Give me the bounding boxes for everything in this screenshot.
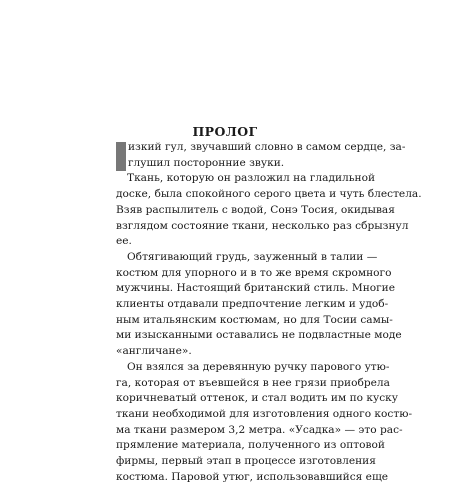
text-line: ным итальянским костюмам, но для Тосии самы- (116, 313, 393, 326)
text-line: клиенты отдавали предпочтение легким и удоб- (116, 298, 389, 311)
text-line: мужчины. Настоящий британский стиль. Многие (116, 282, 396, 295)
paragraph (116, 360, 413, 485)
text-line: костюма. Паровой утюг, использовавшийся еще (116, 470, 389, 483)
text-line: ма ткани размером 3,2 метра. «Усадка» — это рас- (116, 423, 403, 436)
chapter-heading: ПРОЛОГ (192, 124, 258, 139)
text-line: Обтягивающий грудь, зауженный в талии — (127, 250, 378, 263)
text-line: изкий гул, звучавший словно в самом сердце, за- (128, 141, 406, 153)
text-line: Ткань, которую он разложил на гладильной (127, 172, 376, 185)
drop-cap-ornament (116, 142, 126, 171)
paragraph (116, 250, 402, 360)
text-line: Взяв распылитель с водой, Сонэ Тосия, окидывая (116, 203, 395, 216)
text-line: га, которая от въевшейся в нее грязи приобрела (116, 376, 390, 389)
text-line: глушил посторонние звуки. (128, 156, 285, 169)
paragraph (116, 171, 422, 250)
text-line: костюм для упорного и в то же время скромного (116, 266, 392, 279)
body-text (116, 140, 422, 485)
text-line: «англичане». (116, 345, 192, 358)
text-line: ми изысканными оставались не подвластные моде (116, 329, 402, 342)
paragraph (116, 140, 406, 171)
text-line: доске, была спокойного серого цвета и чуть блестела. (116, 188, 422, 201)
text-line: прямление материала, полученного из оптовой (116, 439, 385, 452)
text-line: коричневатый оттенок, и стал водить им по куску (116, 392, 399, 405)
text-line: Он взялся за деревянную ручку парового утю- (127, 360, 390, 373)
text-line: взглядом состояние ткани, несколько раз сбрызнул (116, 219, 409, 232)
text-line: фирмы, первый этап в процессе изготовления (116, 455, 376, 468)
text-line: ее. (116, 235, 132, 248)
text-line: ткани необходимой для изготовления одного костю- (116, 407, 413, 420)
